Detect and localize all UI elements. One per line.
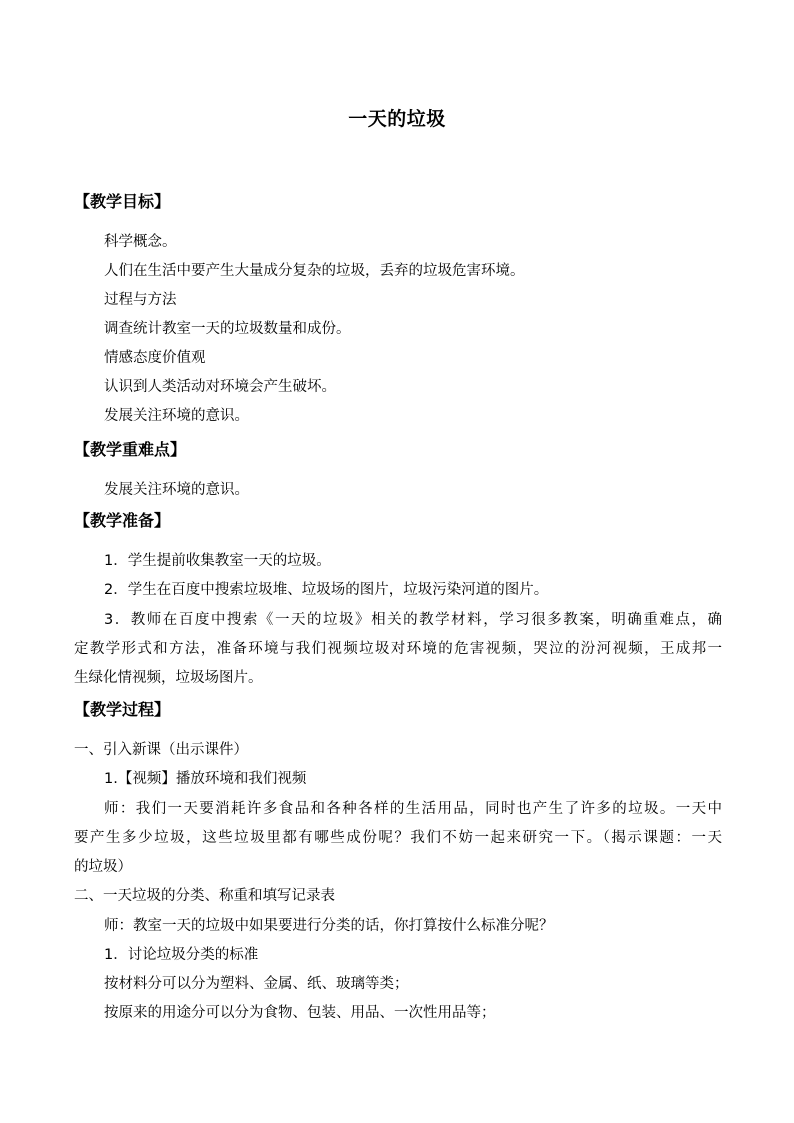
goals-line-6: 认识到人类活动对环境会产生破坏。: [104, 379, 336, 395]
preparation-line-1: 1．学生提前收集教室一天的垃圾。: [104, 553, 331, 569]
preparation-line-5: 生绿化情视频，垃圾场图片。: [74, 670, 263, 686]
section-heading-process: 【教学过程】: [74, 700, 171, 719]
goals-line-3: 过程与方法: [104, 292, 177, 308]
process-line-6: 二、一天垃圾的分类、称重和填写记录表: [74, 888, 335, 904]
goals-line-4: 调查统计教室一天的垃圾数量和成份。: [104, 321, 351, 337]
preparation-line-2: 2．学生在百度中搜索垃圾堆、垃圾场的图片，垃圾污染河道的图片。: [104, 582, 549, 598]
process-line-1: 一、引入新课（出示课件）: [74, 742, 248, 758]
document-title: 一天的垃圾: [348, 108, 446, 130]
process-line-8: 1．讨论垃圾分类的标准: [104, 947, 259, 963]
key-points-line-1: 发展关注环境的意识。: [104, 482, 249, 498]
process-line-2: 1.【视频】播放环境和我们视频: [104, 771, 307, 787]
section-heading-goals: 【教学目标】: [74, 192, 171, 211]
preparation-line-3: 3．教师在百度中搜索《一天的垃圾》相关的教学材料，学习很多教案，明确重难点，确: [104, 612, 722, 628]
process-line-5: 的垃圾）: [74, 859, 132, 875]
goals-line-7: 发展关注环境的意识。: [104, 408, 249, 424]
goals-line-5: 情感态度价值观: [104, 350, 206, 366]
process-line-10: 按原来的用途分可以分为食物、包装、用品、一次性用品等；: [104, 1005, 496, 1021]
process-line-3: 师：我们一天要消耗许多食品和各种各样的生活用品，同时也产生了许多的垃圾。一天中: [104, 801, 722, 817]
section-heading-key-points: 【教学重难点】: [74, 440, 187, 459]
process-line-9: 按材料分可以分为塑料、金属、纸、玻璃等类；: [104, 976, 409, 992]
preparation-line-4: 定教学形式和方法，准备环境与我们视频垃圾对环境的危害视频，哭泣的汾河视频，王成邦一: [74, 641, 722, 657]
section-heading-preparation: 【教学准备】: [74, 511, 171, 530]
process-line-4: 要产生多少垃圾，这些垃圾里都有哪些成份呢？我们不妨一起来研究一下。（揭示课题：一天: [74, 830, 722, 846]
process-line-7: 师：教室一天的垃圾中如果要进行分类的话，你打算按什么标准分呢？: [104, 918, 554, 934]
goals-line-2: 人们在生活中要产生大量成分复杂的垃圾，丢弃的垃圾危害环境。: [104, 263, 525, 279]
goals-line-1: 科学概念。: [104, 234, 177, 250]
